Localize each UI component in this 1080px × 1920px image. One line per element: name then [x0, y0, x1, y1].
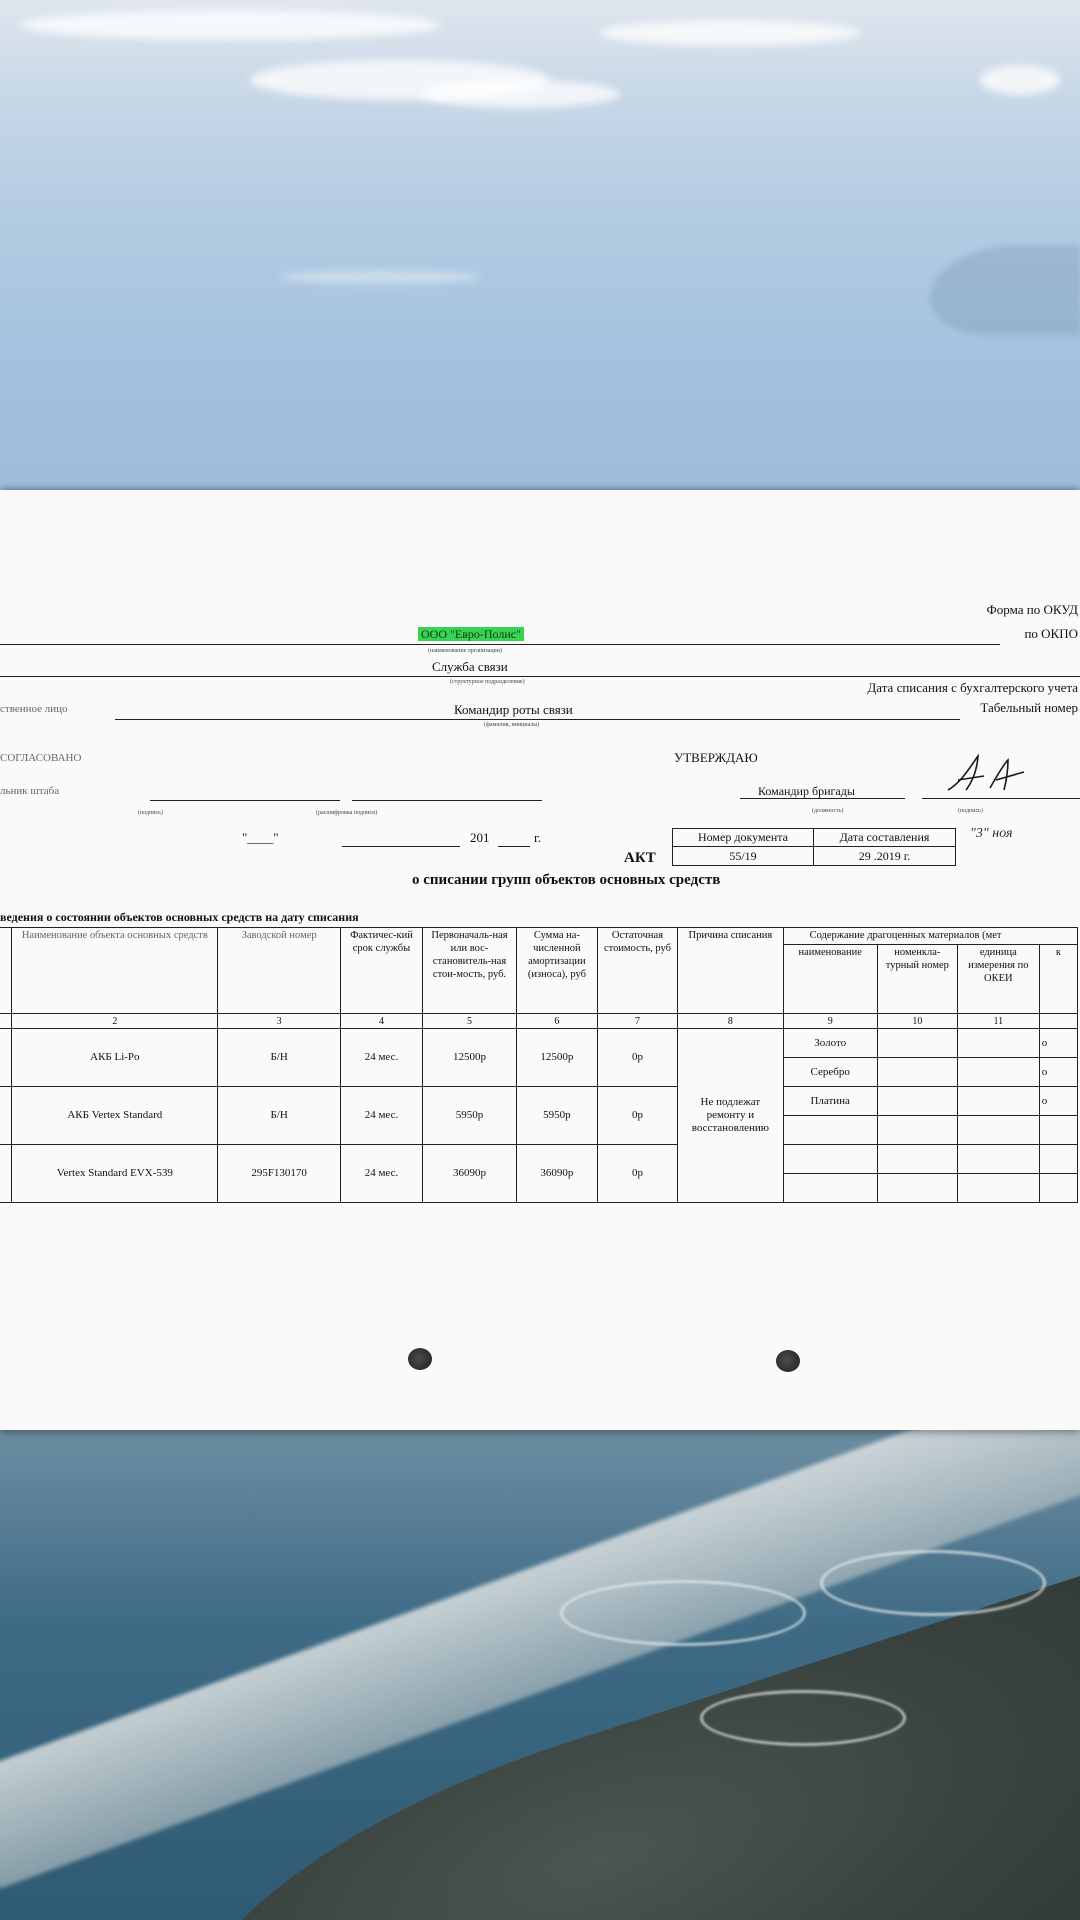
- col-number: 9: [783, 1014, 877, 1029]
- col-number: 4: [341, 1014, 423, 1029]
- header-initial: Первоначаль-ная или вос-становитель-ная стои-мость, руб.: [422, 928, 516, 1014]
- header-precious-nomen: номенкла-турный номер: [877, 945, 957, 1014]
- year-suffix: г.: [534, 830, 542, 845]
- responsible-caption: (фамилия, инициалы): [484, 722, 540, 728]
- doc-number-box: [672, 828, 956, 866]
- col-number: 3: [218, 1014, 341, 1029]
- approver-position: Командир бригады: [758, 784, 855, 798]
- date-blank-left: "____": [242, 830, 279, 845]
- header-service: Фактичес-кий срок службы: [341, 928, 423, 1014]
- approve-label: УТВЕРЖДАЮ: [674, 750, 758, 765]
- act-subtitle: о списании групп объектов основных средств: [412, 872, 721, 888]
- year-prefix: 201: [470, 830, 490, 845]
- header-serial: Заводской номер: [218, 928, 341, 1014]
- form-okud-label: Форма по ОКУД: [986, 602, 1078, 617]
- header-precious-group: Содержание драгоценных материалов (мет: [783, 928, 1077, 945]
- col-number: 6: [517, 1014, 598, 1029]
- metal-name: Золото: [783, 1029, 877, 1058]
- staff-chief-label: льник штаба: [0, 785, 60, 797]
- col-number: 7: [597, 1014, 677, 1029]
- row-initial: 36090р: [422, 1145, 516, 1203]
- row-name: Vertex Standard EVX-539: [12, 1145, 218, 1203]
- header-precious-name: наименование: [783, 945, 877, 1014]
- col-number: 8: [678, 1014, 783, 1029]
- doc-date-value: 29 .2019 г.: [858, 849, 911, 863]
- row-initial: 12500р: [422, 1029, 516, 1087]
- aerial-coast-background: [0, 1430, 1080, 1920]
- header-depreciation: Сумма на-численной амортизации (износа), руб: [517, 928, 598, 1014]
- sign-caption-right: (подпись): [958, 808, 983, 814]
- writeoff-reason: Не подлежат ремонту и восстановлению: [678, 1029, 783, 1203]
- fixed-assets-table: [0, 927, 1078, 1203]
- responsible-label: ственное лицо: [0, 703, 68, 715]
- table-row: [0, 1029, 1078, 1058]
- row-serial: Б/Н: [218, 1087, 341, 1145]
- row-name: АКБ Li-Po: [12, 1029, 218, 1087]
- col-number: 2: [12, 1014, 218, 1029]
- department-name: Служба связи: [432, 659, 508, 674]
- responsible-value: Командир роты связи: [454, 702, 573, 717]
- row-depreciation: 5950р: [517, 1087, 598, 1145]
- header-residual: Остаточная стоимость, руб: [597, 928, 677, 1014]
- agreed-label: СОГЛАСОВАНО: [0, 752, 82, 764]
- doc-number-value: 55/19: [673, 847, 814, 865]
- binder-hole: [408, 1348, 432, 1370]
- document-sheet: [0, 490, 1080, 1430]
- department-caption: (структурное подразделение): [450, 679, 525, 685]
- row-serial: 295F130170: [218, 1145, 341, 1203]
- metal-name: Платина: [783, 1087, 877, 1116]
- row-residual: 0р: [597, 1087, 677, 1145]
- row-name: АКБ Vertex Standard: [12, 1087, 218, 1145]
- row-residual: 0р: [597, 1029, 677, 1087]
- section-title: ведения о состоянии объектов основных средств на дату списания: [0, 910, 359, 924]
- row-initial: 5950р: [422, 1087, 516, 1145]
- header-precious-qty: к: [1039, 945, 1077, 1014]
- col-number: 10: [877, 1014, 957, 1029]
- decode-caption: (расшифровка подписи): [316, 810, 378, 816]
- col-number: 11: [957, 1014, 1039, 1029]
- metal-qty: о: [1039, 1058, 1077, 1087]
- organization-caption: (наименование организации): [428, 648, 502, 654]
- right-date-fragment: "3" ноя: [970, 826, 1013, 841]
- col-number: 5: [422, 1014, 516, 1029]
- binder-hole: [776, 1350, 800, 1372]
- header-name: Наименование объекта основных средств: [12, 928, 218, 1014]
- row-residual: 0р: [597, 1145, 677, 1203]
- writeoff-date-label: Дата списания с бухгалтерского учета: [867, 680, 1078, 695]
- doc-number-label: Номер документа: [673, 829, 814, 847]
- doc-date-label: Дата составления: [814, 829, 955, 847]
- sky-background: [0, 0, 1080, 490]
- tab-number-label: Табельный номер: [980, 700, 1078, 715]
- organization-name: ООО "Евро-Полис": [418, 627, 524, 642]
- metal-name: Серебро: [783, 1058, 877, 1087]
- row-serial: Б/Н: [218, 1029, 341, 1087]
- header-reason: Причина списания: [678, 928, 783, 1014]
- metal-qty: о: [1039, 1087, 1077, 1116]
- row-depreciation: 12500р: [517, 1029, 598, 1087]
- table-row: [0, 1145, 1078, 1174]
- row-depreciation: 36090р: [517, 1145, 598, 1203]
- row-service: 24 мес.: [341, 1145, 423, 1203]
- table-row: [0, 1087, 1078, 1116]
- position-caption: (должность): [812, 808, 844, 814]
- row-service: 24 мес.: [341, 1029, 423, 1087]
- act-title: АКТ: [624, 850, 656, 866]
- header-precious-unit: единица измерения по ОКЕИ: [957, 945, 1039, 1014]
- approver-signature: [944, 752, 1030, 796]
- sign-caption: (подпись): [138, 810, 163, 816]
- metal-qty: о: [1039, 1029, 1077, 1058]
- row-service: 24 мес.: [341, 1087, 423, 1145]
- okpo-label: по ОКПО: [1024, 626, 1078, 641]
